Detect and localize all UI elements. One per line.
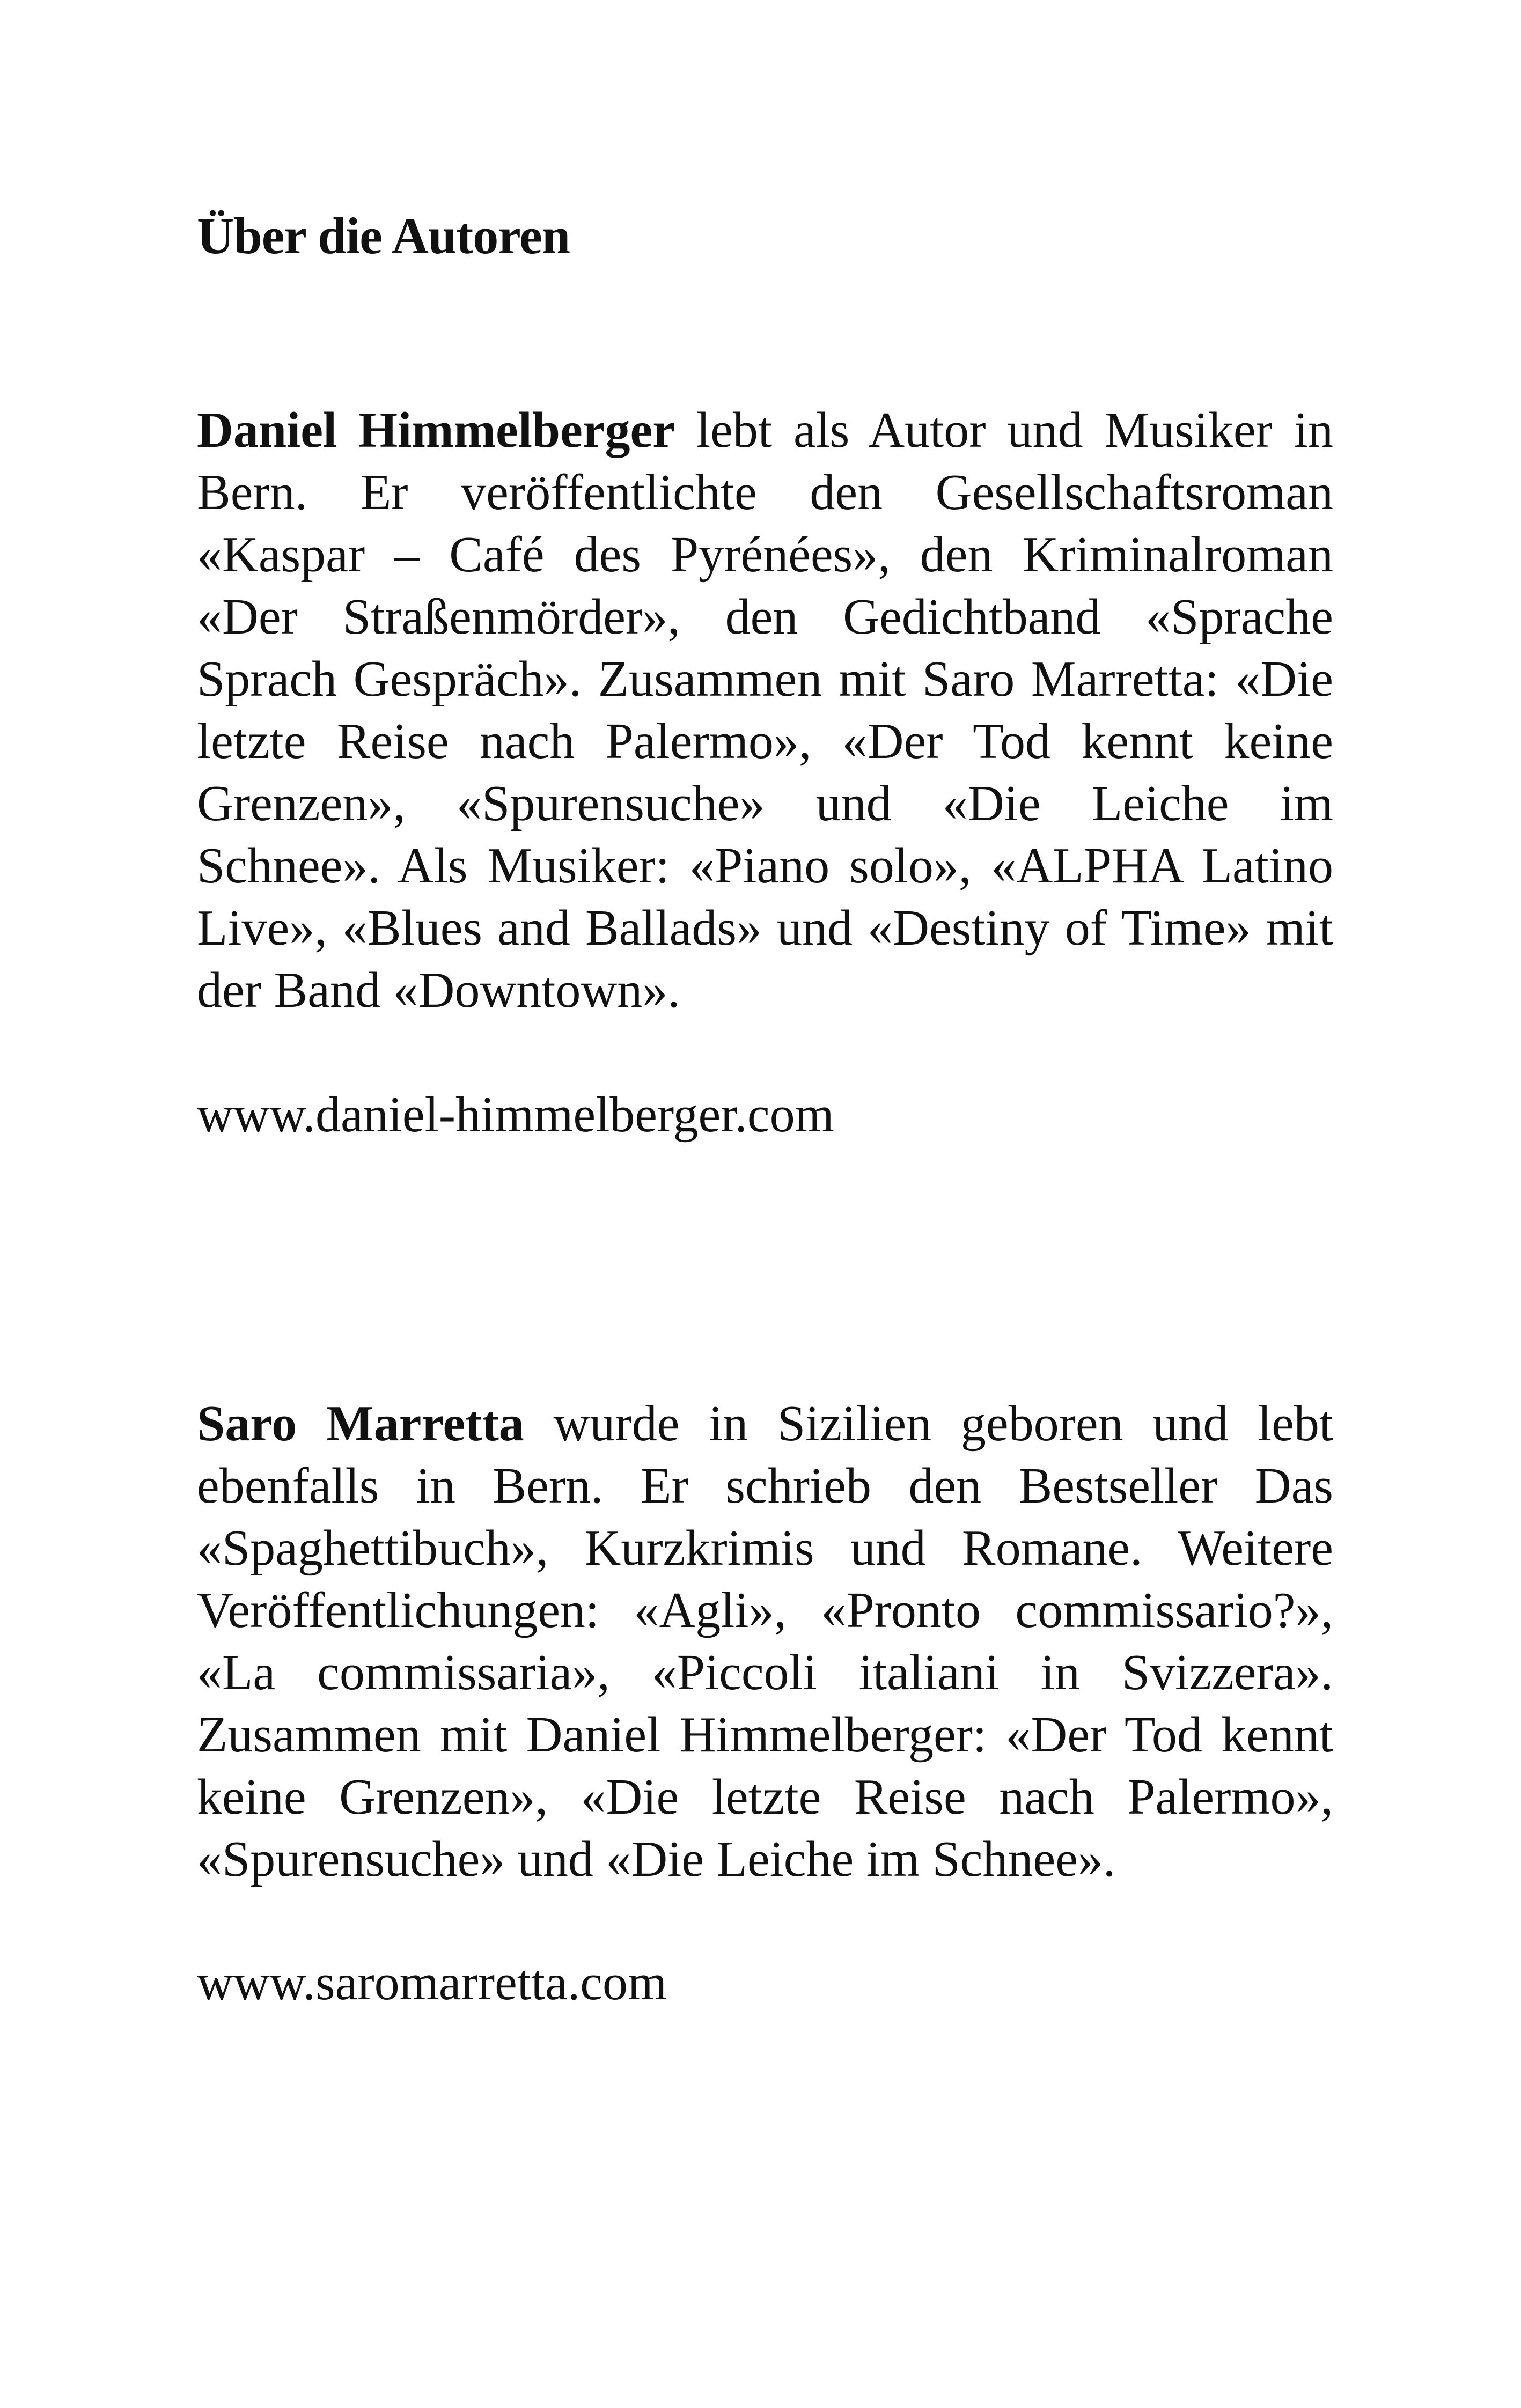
author-bio-text: wurde in Sizilien geboren und lebt ebenfalls in Bern. Er schrieb den Bestseller Das «Spaghettibuch», Kurzkrimis und Romane. Weitere Veröffentlichungen: «Agli», «Pronto commissario?», «La commissaria», «Piccoli italiani in Svizzera». Zusammen mit Daniel Himmelberger: «Der Tod kennt keine Grenzen», «Die letzte Reise nach Palermo», «Spurensuche» und «Die Leiche im Schnee». <box>197 1396 1333 1887</box>
book-page <box>197 0 1333 2408</box>
author-name: Saro Marretta <box>197 1396 524 1452</box>
page-heading: Über die Autoren <box>197 207 570 264</box>
author-bio-marretta <box>197 1393 1333 1890</box>
author-name: Daniel Himmelberger <box>197 402 675 458</box>
author-bio-himmelberger <box>197 399 1333 1021</box>
author-website-link: www.saromarretta.com <box>197 1955 667 2011</box>
author-bio-text: lebt als Autor und Musiker in Bern. Er veröffentlichte den Gesellschaftsroman «Kaspar – Café des Pyrénées», den Kriminalroman «Der Straßenmörder», den Gedichtband «Sprache Sprach Gespräch». Zusammen mit Saro Marretta: «Die letzte Reise nach Palermo», «Der Tod kennt keine Grenzen», «Spurensuche» und «Die Leiche im Schnee». Als Musiker: «Piano solo», «ALPHA Latino Live», «Blues and Ballads» und «Destiny of Time» mit der Band «Downtown». <box>197 402 1333 1018</box>
author-website-link: www.daniel-himmelberger.com <box>197 1087 834 1143</box>
